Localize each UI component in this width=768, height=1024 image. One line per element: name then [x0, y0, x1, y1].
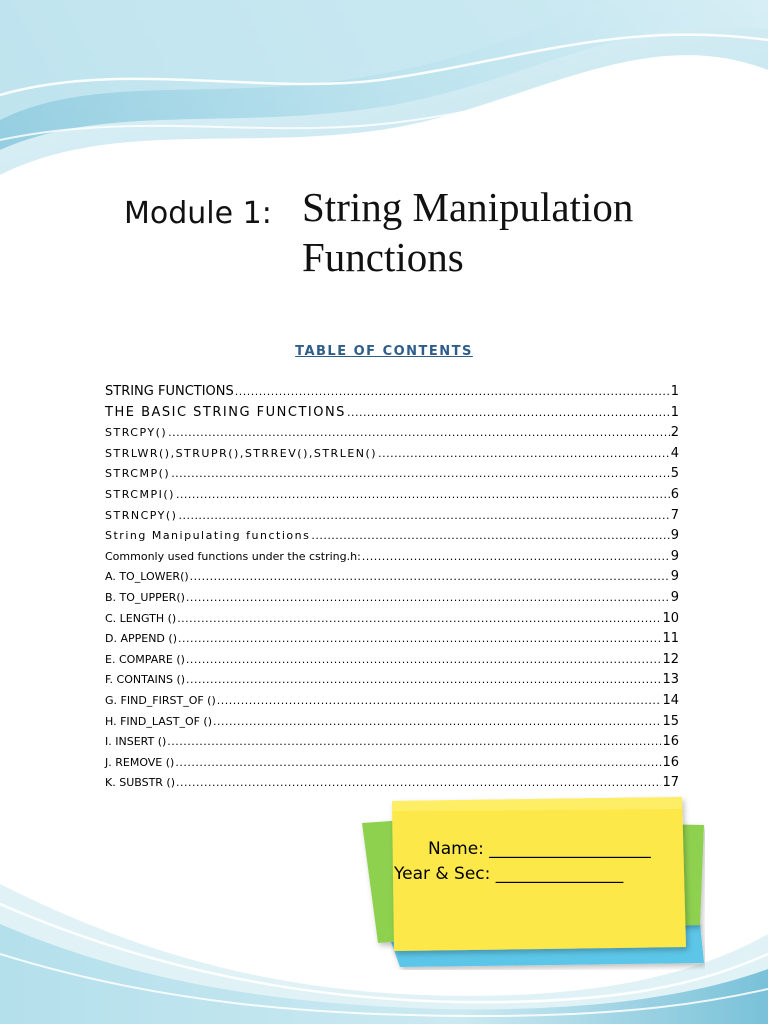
toc-heading: TABLE OF CONTENTS	[295, 344, 473, 359]
toc-entry-page: 1	[670, 404, 679, 420]
toc-entry-label: THE BASIC STRING FUNCTIONS	[105, 404, 346, 420]
table-of-contents	[105, 384, 679, 796]
sticky-notes	[360, 795, 705, 970]
name-field-label: Name: ___________________	[428, 839, 651, 859]
toc-entry[interactable]	[105, 549, 679, 570]
toc-entry[interactable]	[105, 528, 679, 549]
toc-entry-label: String Manipulating functions	[105, 529, 311, 543]
title-line-2: Functions	[302, 234, 464, 280]
toc-entry-label: STRCPY()	[105, 426, 168, 440]
toc-entry-label: H. FIND_LAST_OF ()	[105, 714, 213, 728]
toc-entry-label: STRCMPI()	[105, 487, 175, 501]
toc-leader-dots	[213, 715, 661, 728]
toc-leader-dots	[176, 776, 661, 789]
toc-entry-label: A. TO_LOWER()	[105, 570, 189, 584]
toc-entry[interactable]	[105, 652, 679, 673]
toc-leader-dots	[186, 591, 670, 604]
toc-entry-label: STRCMP()	[105, 467, 171, 481]
toc-entry[interactable]	[105, 590, 679, 611]
toc-entry-label: J. REMOVE ()	[105, 755, 175, 769]
toc-leader-dots	[178, 509, 669, 522]
toc-entry-page: 16	[662, 734, 679, 750]
toc-entry-label: B. TO_UPPER()	[105, 590, 185, 604]
toc-leader-dots	[378, 447, 670, 460]
toc-entry-page: 6	[670, 486, 679, 502]
module-label: Module 1:	[124, 196, 272, 231]
toc-entry[interactable]	[105, 734, 679, 755]
year-section-field-label: Year & Sec: _______________	[394, 864, 624, 884]
toc-entry-label: STRING FUNCTIONS	[105, 384, 234, 399]
toc-entry[interactable]	[105, 775, 679, 796]
toc-entry-page: 10	[662, 610, 679, 626]
toc-leader-dots	[178, 632, 661, 645]
toc-leader-dots	[175, 756, 661, 769]
toc-leader-dots	[177, 612, 661, 625]
toc-leader-dots	[235, 385, 670, 398]
toc-entry[interactable]	[105, 384, 679, 405]
toc-entry[interactable]	[105, 714, 679, 735]
toc-entry-label: STRNCPY()	[105, 508, 178, 522]
toc-entry-label: I. INSERT ()	[105, 735, 167, 749]
toc-entry-label: F. CONTAINS ()	[105, 673, 186, 687]
toc-leader-dots	[311, 529, 669, 542]
toc-entry[interactable]	[105, 755, 679, 776]
toc-leader-dots	[167, 735, 661, 748]
toc-entry-page: 4	[670, 445, 679, 461]
toc-entry-page: 12	[662, 651, 679, 667]
toc-entry[interactable]	[105, 508, 679, 529]
toc-leader-dots	[347, 406, 670, 419]
toc-leader-dots	[190, 570, 670, 583]
toc-entry-page: 5	[670, 466, 679, 482]
toc-leader-dots	[186, 673, 661, 686]
toc-entry[interactable]	[105, 569, 679, 590]
top-wave-decoration	[0, 0, 768, 175]
toc-entry-label: STRLWR(),STRUPR(),STRREV(),STRLEN()	[105, 446, 378, 460]
toc-entry[interactable]	[105, 446, 679, 467]
toc-leader-dots	[176, 488, 670, 501]
toc-leader-dots	[168, 426, 670, 439]
toc-entry[interactable]	[105, 611, 679, 632]
toc-entry-page: 9	[670, 589, 679, 605]
toc-entry-page: 9	[670, 528, 679, 544]
toc-entry-label: G. FIND_FIRST_OF ()	[105, 693, 216, 707]
toc-entry-page: 17	[662, 775, 679, 791]
toc-leader-dots	[171, 467, 670, 480]
toc-entry-label: D. APPEND ()	[105, 632, 177, 646]
toc-entry-page: 2	[670, 425, 679, 441]
toc-entry[interactable]	[105, 405, 679, 426]
toc-entry[interactable]	[105, 425, 679, 446]
toc-entry-page: 9	[670, 548, 679, 564]
toc-entry[interactable]	[105, 631, 679, 652]
toc-entry-page: 15	[662, 713, 679, 729]
toc-entry-label: C. LENGTH ()	[105, 611, 177, 625]
toc-entry-page: 1	[670, 384, 679, 399]
toc-leader-dots	[186, 653, 662, 666]
toc-leader-dots	[362, 550, 670, 563]
toc-entry-label: E. COMPARE ()	[105, 652, 185, 666]
toc-entry-page: 16	[662, 754, 679, 770]
toc-entry-page: 7	[670, 507, 679, 523]
title-main	[302, 182, 633, 282]
toc-entry-label: K. SUBSTR ()	[105, 776, 176, 790]
toc-entry[interactable]	[105, 487, 679, 508]
toc-entry-label: Commonly used functions under the cstring.h:	[105, 549, 361, 563]
toc-entry[interactable]	[105, 672, 679, 693]
toc-entry[interactable]	[105, 693, 679, 714]
toc-entry-page: 9	[670, 569, 679, 585]
toc-entry-page: 14	[662, 692, 679, 708]
toc-entry-page: 11	[662, 631, 679, 647]
title-line-1: String Manipulation	[302, 184, 634, 230]
toc-entry[interactable]	[105, 466, 679, 487]
toc-entry-page: 13	[662, 672, 679, 688]
toc-leader-dots	[217, 694, 662, 707]
